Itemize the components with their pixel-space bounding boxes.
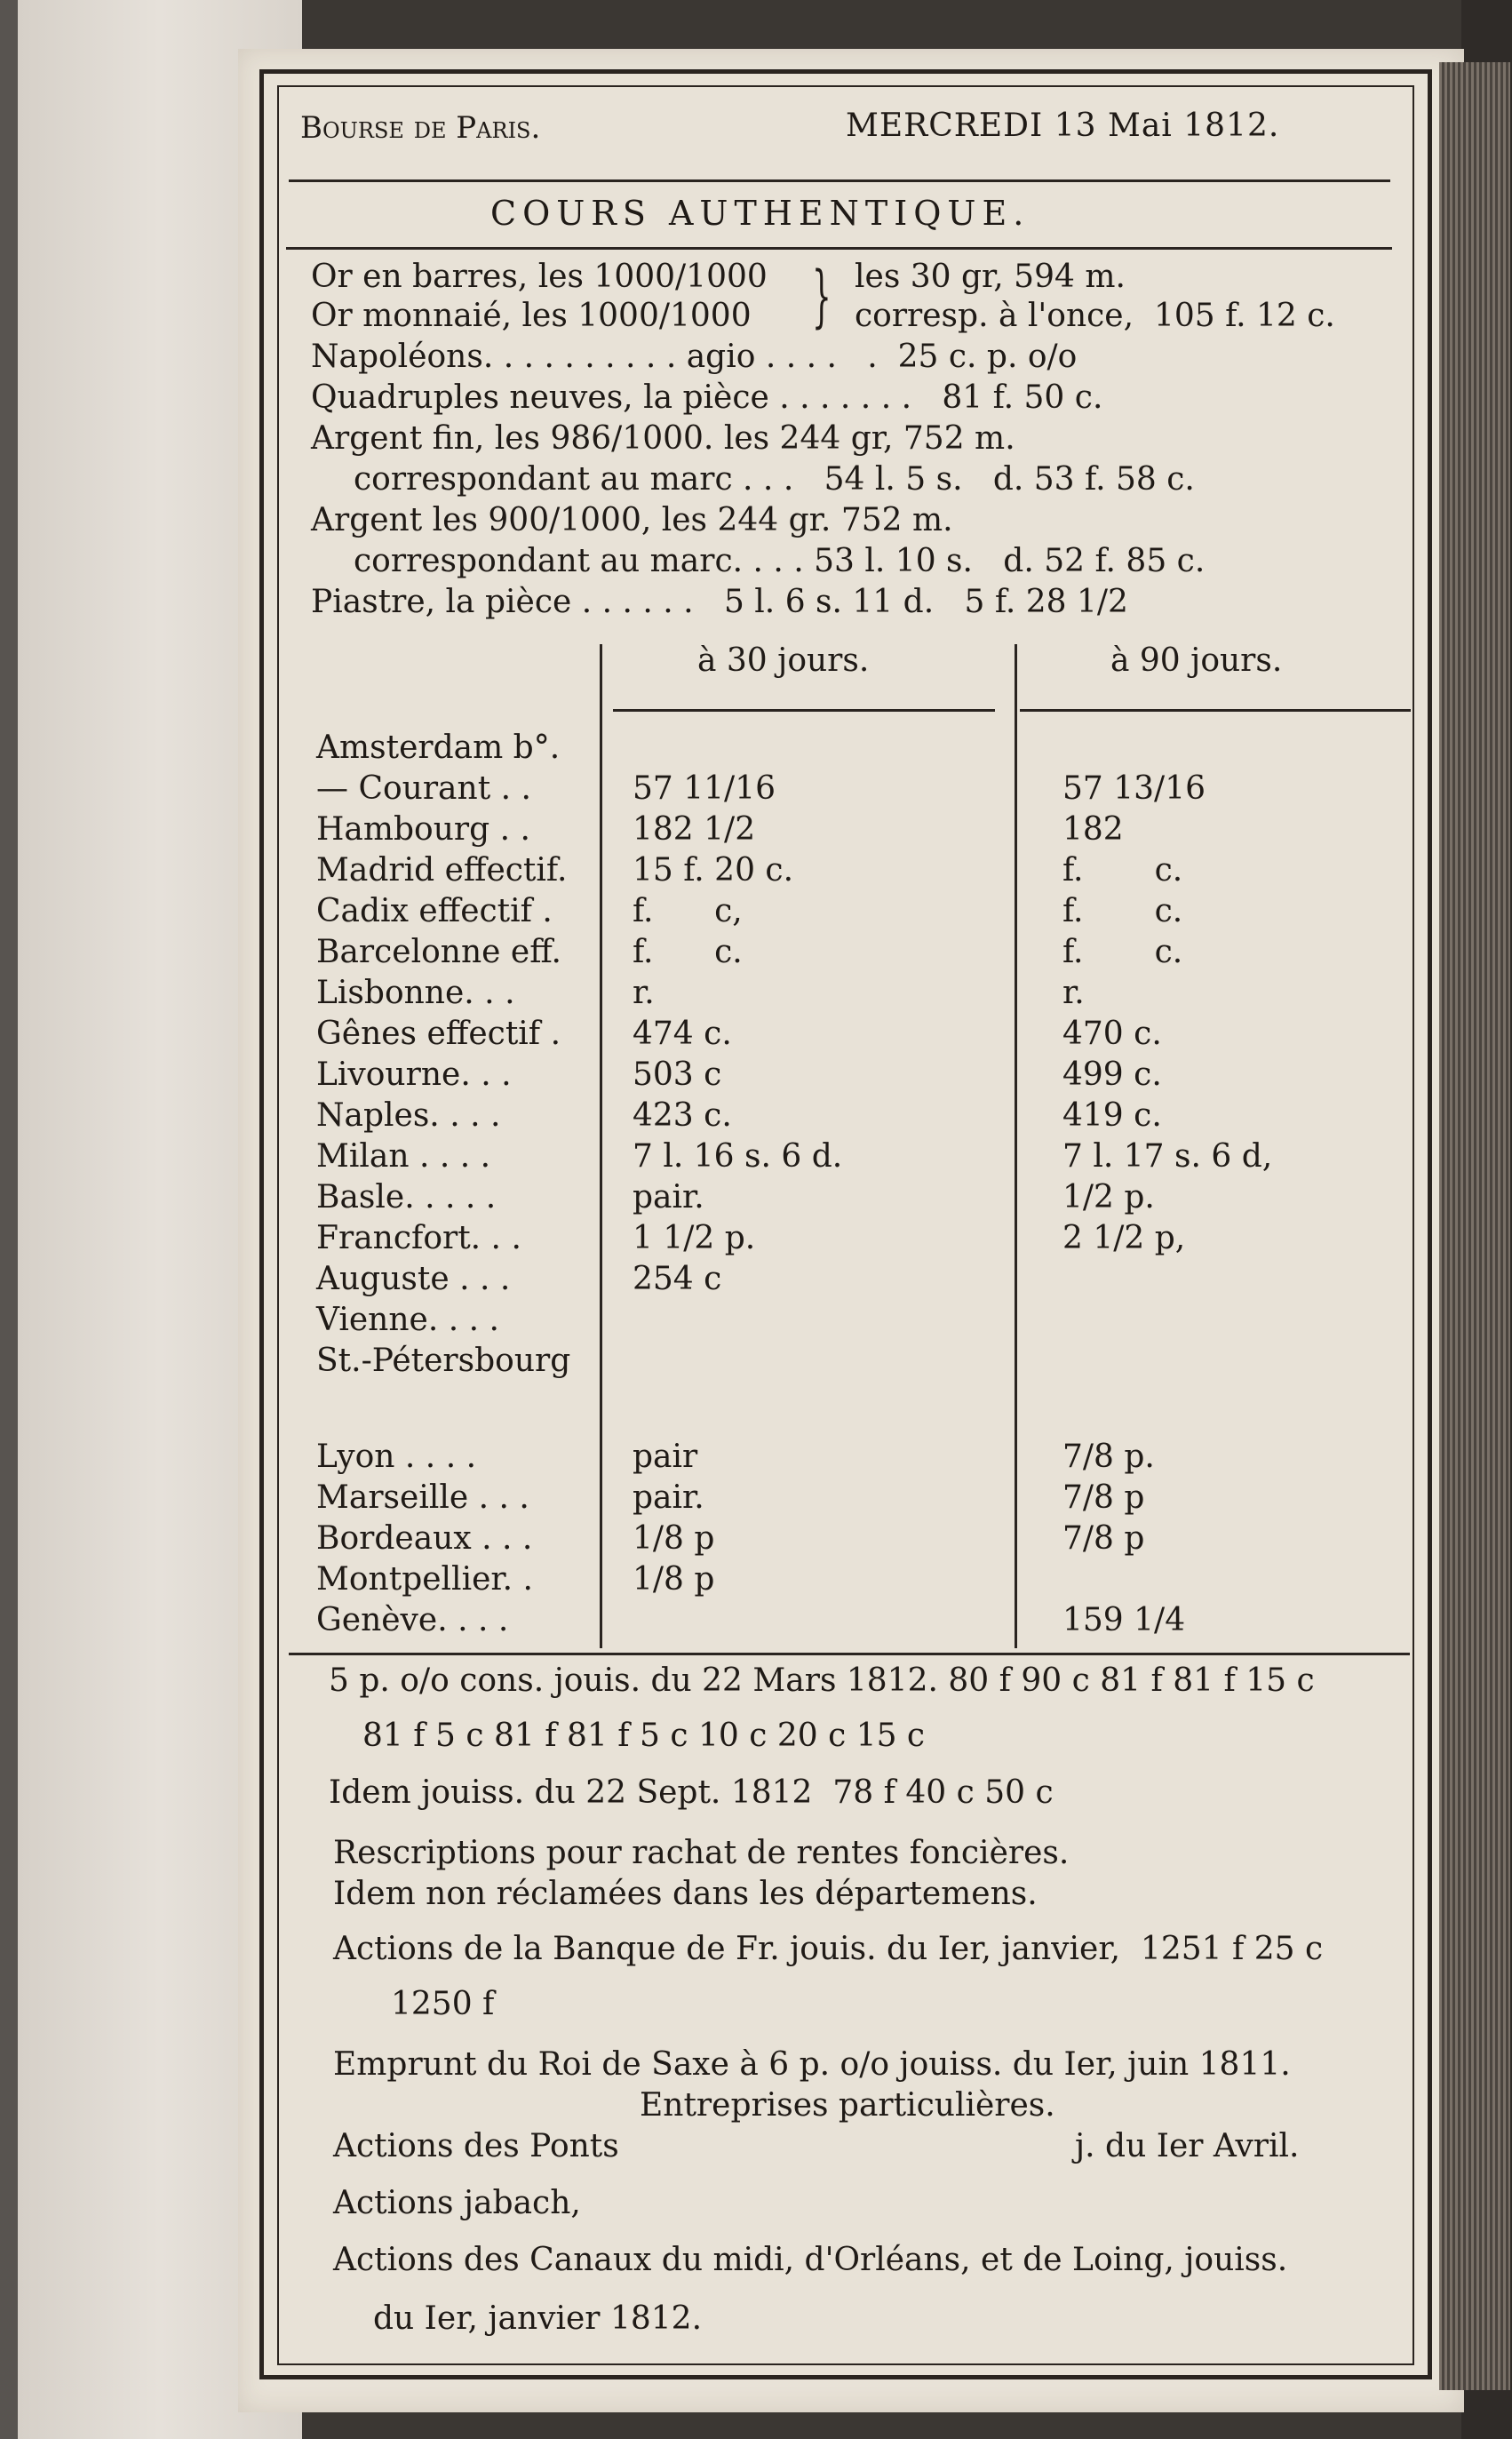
exchange-rate-90: 2 1/2 p,: [1062, 1220, 1186, 1256]
exchange-rate-90: 182: [1062, 811, 1124, 848]
exchange-rate-30: pair.: [633, 1479, 704, 1516]
exchange-place: St.-Pétersbourg: [316, 1343, 571, 1379]
metal-line-9: Piastre, la pièce . . . . . . 5 l. 6 s. 11 d. 5 f. 28 1/2: [311, 584, 1128, 620]
exchange-rate-90: f. c.: [1062, 934, 1183, 970]
col-30-rule: [613, 709, 995, 712]
exchange-place: Gênes effectif .: [316, 1016, 561, 1052]
exchange-rate-30: 474 c.: [633, 1016, 732, 1052]
exchange-rate-30: f. c.: [633, 934, 743, 970]
table-divider-right: [1015, 644, 1017, 1648]
fund-line-8: Emprunt du Roi de Saxe à 6 p. o/o jouiss. du Ier, juin 1811.: [333, 2046, 1291, 2083]
metal-line-8: correspondant au marc. . . . 53 l. 10 s. d. 52 f. 85 c.: [354, 543, 1206, 579]
exchange-rate-90: 499 c.: [1062, 1056, 1162, 1093]
exchange-rate-30: 503 c: [633, 1056, 722, 1093]
metal-line-1: Or en barres, les 1000/1000: [311, 259, 768, 295]
exchange-rate-30: 15 f. 20 c.: [633, 852, 794, 889]
exchange-rate-30: f. c,: [633, 893, 743, 929]
metal-line-4: Quadruples neuves, la pièce . . . . . . . 81 f. 50 c.: [311, 379, 1103, 416]
exchange-place: Marseille . . .: [316, 1479, 529, 1516]
fund-line-2: 81 f 5 c 81 f 81 f 5 c 10 c 20 c 15 c: [362, 1718, 926, 1754]
exchange-place: Barcelonne eff.: [316, 934, 561, 970]
exchange-place: Montpellier. .: [316, 1561, 533, 1598]
exchange-place: Genève. . . .: [316, 1602, 509, 1638]
brace-line-1: les 30 gr, 594 m.: [855, 259, 1126, 295]
exchange-rate-30: r.: [633, 975, 655, 1011]
metal-line-3: Napoléons. . . . . . . . . . agio . . . . . 25 c. p. o/o: [311, 339, 1078, 375]
exchange-place: Basle. . . . .: [316, 1179, 497, 1216]
metal-line-6: correspondant au marc . . . 54 l. 5 s. d. 53 f. 58 c.: [354, 461, 1195, 498]
exchange-rate-30: 423 c.: [633, 1097, 732, 1134]
page-edges: [1439, 62, 1510, 2390]
exchange-rate-30: 7 l. 16 s. 6 d.: [633, 1138, 843, 1175]
exchange-rate-30: 182 1/2: [633, 811, 756, 848]
brace: }: [812, 256, 832, 335]
fund-line-ponts: Actions des Ponts: [333, 2128, 619, 2164]
exchange-rate-30: 57 11/16: [633, 770, 776, 807]
exchange-rate-90: 419 c.: [1062, 1097, 1162, 1134]
exchange-rate-30: 254 c: [633, 1261, 722, 1297]
fund-line-canaux-date: du Ier, janvier 1812.: [373, 2300, 703, 2337]
exchange-place: — Courant . .: [316, 770, 531, 807]
fund-line-ponts-date: j. du Ier Avril.: [1075, 2128, 1300, 2164]
exchange-rate-90: 7 l. 17 s. 6 d,: [1062, 1138, 1273, 1175]
metal-line-2: Or monnaié, les 1000/1000: [311, 298, 752, 334]
exchange-place: Francfort. . .: [316, 1220, 521, 1256]
fund-line-1: 5 p. o/o cons. jouis. du 22 Mars 1812. 80 f 90 c 81 f 81 f 15 c: [329, 1662, 1315, 1699]
brace-line-2: corresp. à l'once, 105 f. 12 c.: [855, 298, 1335, 334]
exchange-rate-90: 7/8 p.: [1062, 1439, 1155, 1475]
exchange-place: Hambourg . .: [316, 811, 530, 848]
title-rule: [286, 247, 1392, 250]
header-left: Bourse de Paris.: [300, 110, 541, 146]
exchange-rate-30: pair.: [633, 1179, 704, 1216]
table-divider-left: [600, 644, 602, 1648]
exchange-rate-30: 1 1/2 p.: [633, 1220, 756, 1256]
exchange-place: Milan . . . .: [316, 1138, 491, 1175]
exchange-rate-90: 57 13/16: [1062, 770, 1206, 807]
col-header-30: à 30 jours.: [697, 642, 870, 679]
exchange-rate-90: f. c.: [1062, 852, 1183, 889]
exchange-rate-90: r.: [1062, 975, 1085, 1011]
fund-line-jabach: Actions jabach,: [333, 2185, 581, 2221]
exchange-rate-30: pair: [633, 1439, 698, 1475]
fund-line-6: Actions de la Banque de Fr. jouis. du Ier, janvier, 1251 f 25 c: [333, 1931, 1324, 1967]
col-90-rule: [1020, 709, 1411, 712]
exchange-place: Cadix effectif .: [316, 893, 553, 929]
section-heading-entreprises: Entreprises particulières.: [640, 2087, 1055, 2124]
exchange-place: Bordeaux . . .: [316, 1520, 533, 1557]
fund-line-4: Rescriptions pour rachat de rentes foncières.: [333, 1835, 1070, 1871]
header-rule: [289, 179, 1390, 182]
fund-line-3: Idem jouiss. du 22 Sept. 1812 78 f 40 c 50 c: [329, 1774, 1054, 1811]
col-header-90: à 90 jours.: [1110, 642, 1283, 679]
exchange-rate-90: 7/8 p: [1062, 1479, 1145, 1516]
fund-line-canaux: Actions des Canaux du midi, d'Orléans, et de Loing, jouiss.: [333, 2242, 1288, 2278]
exchange-place: Madrid effectif.: [316, 852, 568, 889]
table-bottom-rule: [289, 1653, 1410, 1655]
exchange-place: Naples. . . .: [316, 1097, 501, 1134]
exchange-rate-90: 159 1/4: [1062, 1602, 1186, 1638]
metal-line-7: Argent les 900/1000, les 244 gr. 752 m.: [311, 502, 953, 538]
exchange-place: Livourne. . .: [316, 1056, 512, 1093]
exchange-rate-30: 1/8 p: [633, 1520, 715, 1557]
header-right: MERCREDI 13 Mai 1812.: [846, 108, 1280, 144]
exchange-rate-30: 1/8 p: [633, 1561, 715, 1598]
exchange-place: Amsterdam b°.: [316, 729, 561, 766]
exchange-place: Auguste . . .: [316, 1261, 511, 1297]
exchange-place: Lyon . . . .: [316, 1439, 477, 1475]
metal-line-5: Argent fin, les 986/1000. les 244 gr, 752 m.: [311, 420, 1015, 457]
exchange-place: Vienne. . . .: [316, 1302, 499, 1338]
page-title: COURS AUTHENTIQUE.: [490, 194, 1031, 233]
exchange-rate-90: f. c.: [1062, 893, 1183, 929]
exchange-rate-90: 7/8 p: [1062, 1520, 1145, 1557]
exchange-rate-90: 470 c.: [1062, 1016, 1162, 1052]
exchange-rate-90: 1/2 p.: [1062, 1179, 1155, 1216]
fund-line-5: Idem non réclamées dans les départemens.: [333, 1876, 1038, 1912]
fund-line-7: 1250 f: [391, 1986, 495, 2022]
exchange-place: Lisbonne. . .: [316, 975, 515, 1011]
